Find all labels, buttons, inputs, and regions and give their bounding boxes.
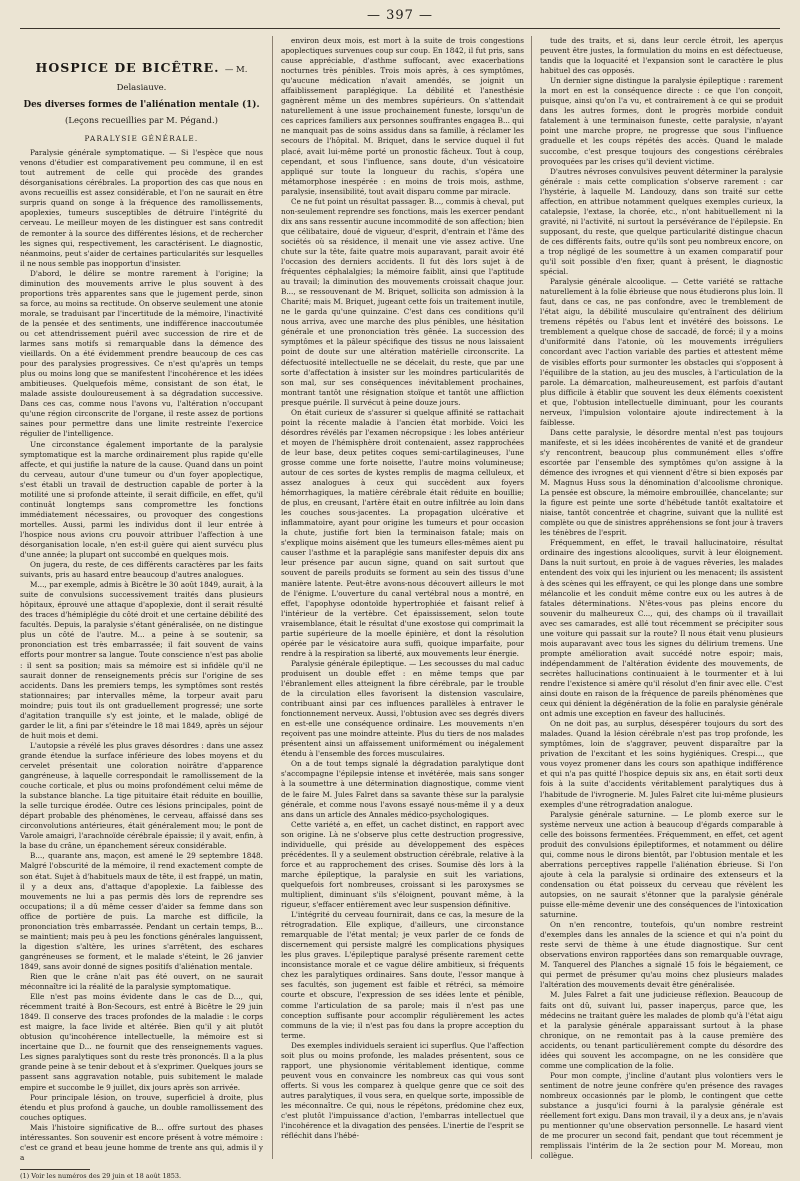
paragraph: Elle n'est pas moins évidente dans le cas de D..., qui, récemment traité à Bon-Secours, est entré à Bicêtre le 29 juin 1849. Il conserve des traces profondes de la maladie : le corps est maigre, la face livide et altérée. Bien qu'il y ait plutôt obtusion qu'incohérence intellectuelle, la mémoire est si incertaine que D... ne fournit que des renseignements vagues. Les signes paralytiques sont du reste très prononcés. Il a la plus grande peine à se tenir debout et à s'exprimer. Quelques jours se passent sans aggravation notable, puis subitement le malade empire et succombe le 9 juillet, dix jours après son arrivée. [20, 992, 263, 1092]
paragraph: L'intégrité du cerveau fournirait, dans ce cas, la mesure de la rétrogradation. Elle explique, d'ailleurs, une circonstance remarquable de l'état mental; je veux parler de ce fonds de discernement qui persiste malgré les complications physiques les plus graves. L'épileptique paralysé présente rarement cette inconsistance morale et ce vague délire ambitieux, si fréquents chez les paralytiques ordinaires. Sans doute, l'essor manque à ses facultés, son jugement est faible et rétréci, sa mémoire courte et obscure, l'expression de ses idées lente et pénible, comme l'articulation de sa parole; mais il n'est pas une conception suffisante pour accomplir régulièrement les actes communs de la vie; il n'est pas fou dans la propre acception du terme. [281, 910, 524, 1040]
column-middle [281, 36, 524, 1163]
paragraph: tude des traits, et si, dans leur cercle étroit, les aperçus peuvent être justes, la formulation du moins en est défectueuse, tandis que la loquacité et l'expansion sont le caractère le plus habituel des cas opposés. [540, 36, 783, 76]
column-left [20, 60, 263, 1180]
paragraph: Paralysie générale alcoolique. — Cette variété se rattache naturellement à la folie ébrieuse que nous étudierons plus loin. Il faut, dans ce cas, ne pas confondre, avec le tremblement de l'état aigu, la débilité musculaire qu'entraînent des délirium tremens répétés ou l'abus lent et invétéré des boissons. Le tremblement a quelque chose de saccadé, de forcé; il y a moins d'uniformité dans l'atonie, où les mouvements irréguliers concordant avec l'action variable des parties et attestent même de visibles efforts pour surmonter les obstacles qui s'opposent à l'équilibre de la station, au jeu des muscles, à l'articulation de la parole. La démarcation, malheureusement, est parfois d'autant plus difficile à établir que souvent les deux éléments coexistent et que, l'obtusion intellectuelle diminuant, pour les courants nerveux, l'impulsion volontaire ajoute indirectement à la faiblesse. [540, 277, 783, 427]
article-heading [20, 60, 263, 96]
paragraph: Dans cette paralysie, le désordre mental n'est pas toujours manifeste, et si les idées incohérentes de vanité et de grandeur s'y rencontrent, beaucoup plus communément elles s'offre escortée par l'ensemble des symptômes qu'on assigne à la démence des ivrognes et qui viennent d'être si bien exposés par M. Magnus Huss sous la dénomination d'alcoolisme chronique. La pensée est obscure, la mémoire embrouillée, chancelante; sur la figure est peinte une sorte d'hébétude tantôt exaltatoire et niaise, tantôt concentrée et chagrine, suivant que la nullité est complète ou que de sinistres appréhensions se font jour à travers les ténèbres de l'esprit. [540, 427, 783, 538]
column-body [20, 148, 263, 1163]
paragraph: M. Jules Falret a fait une judicieuse réflexion. Beaucoup de faits ont dû, suivant lui, passer inaperçus, parce que, les médecins ne traitant guère les malades de plomb qu'à l'état aigu et la paralysie générale apparaissant surtout à la phase chronique, on ne remontait pas à la cause première des accidents, ou tenant particulièrement compte du désordre des idées qui souvent les accompagne, on ne les considère que comme une complication de la folie. [540, 990, 783, 1070]
paragraph: Ce ne fut point un résultat passager. B..., commis à cheval, put non-seulement reprendre ses fonctions, mais les exercer pendant dix ans sans ressentir aucune incommodité de son affection; bien que célibataire, doué de vigueur, d'esprit, d'entrain et l'âme des sociétés où sa résidence, il menait une vie assez active. Une chute sur la tête, faite quatre mois auparavant, parait avoir été l'occasion des derniers accidents. Il fut dès lors sujet à de fréquentes céphalalgies; la mémoire faiblit, ainsi que l'aptitude au travail; la diminution des mouvements croissait chaque jour. B..., se ressouvenant de M. Briquet, sollicita son admission à la Charité; mais M. Briquet, jugeant cette fois un traitement inutile, ne le garda qu'une quinzaine. C'est dans ces conditions qu'il nous arriva, avec une marche des plus pénibles, une hésitation générale et une prononciation très gênée. La succession des symptômes et la pâleur spécifique des tissus ne nous laissaient point de doute sur une altération matérielle circonscrite. La défectuosité intellectuelle ne se décelait, du reste, que par une sorte d'affectation à insister sur les moindres particularités de son mal, sur ses conséquences inévitablement prochaines, montrant tantôt une résignation stoïque et tantôt une affliction presque puérile. Il survécut à peine douze jours. [281, 196, 524, 407]
column-body [281, 36, 524, 1141]
column-right [540, 36, 783, 1163]
page-number: — 397 — [366, 8, 434, 23]
service-chief: — M. Delasiauve. [116, 65, 248, 93]
paragraph: Paralysie générale saturnine. — Le plomb exerce sur le système nerveux une action à beaucoup d'égards comparable à celle des boissons fermentées. Fréquemment, en effet, cet agent produit des convulsions épileptiformes, et notamment ou délire qui, comme nous le dirons bientôt, par l'obtusion mentale et les aberrations perceptives rappelle l'aliénation ébrieuse. Si l'on ajoute à cela la paralysie si ordinaire des extenseurs et la condensation ou état poisseux du cerveau que révèlent les autopsies, on ne saurait s'étonner que la paralysie générale puisse elle-même devenir une des conséquences de l'intoxication saturnine. [540, 809, 783, 920]
column-body [540, 36, 783, 1161]
paragraph: On a de tout temps signalé la dégradation paralytique dont s'accompagne l'épilepsie intense et invétérée, mais sans songer à la soumettre à une détermination diagnostique, comme vient de le faire M. Jules Falret dans sa savante thèse sur la paralysie générale, et comme nous l'avons essayé nous-même il y a deux ans dans un article des Annales médico-psychologiques. [281, 759, 524, 819]
paragraph: Un dernier signe distingue la paralysie épileptique : rarement la mort en est la conséquence directe : ce que l'on conçoit, puisque, ainsi qu'on l'a vu, et contrairement à ce qui se produit dans les autres formes, dont le progrès morbide conduit fatalement à une terminaison funeste, cette paralysie, n'ayant point une marche propre, ne progresse que sous l'influence graduelle et les coups répétés des accès. Quand le malade succombe, c'est presque toujours des congestions cérébrales provoquées par les crises qu'il devient victime. [540, 76, 783, 166]
footnote-rule [20, 1169, 90, 1170]
paragraph: Cette variété a, en effet, un cachet distinct, en rapport avec son origine. Là ne s'observe plus cette destruction progressive, individuelle, qui préside au développement des espèces précédentes. Il y a seulement obstruction cérébrale, relative à la force et au rapprochement des crises. Soumise dès lors à la marche épileptique, la paralysie en suit les variations, quelquefois fort nombreuses, croissant si les paroxysmes se multiplient, diminuant s'ils s'éloignent, pouvant même, à la rigueur, s'effacer entièrement avec leur suspension définitive. [281, 819, 524, 910]
paragraph: Une circonstance également importante de la paralysie symptomatique est la marche ordinairement plus rapide qu'elle affecte, et qui justifie la nature de la cause. Quand dans un point du cerveau, autour d'une tumeur ou d'un foyer apoplectique, s'est établi un travail de destruction capable de porter à la motilité une si profonde atteinte, il serait difficile, en effet, qu'il continuât longtemps sans compromettre les fonctions immédiatement nécessaires, ou provoquer des congestions mortelles. Aussi, parmi les individus dont il leur entrée à l'hospice nous avions cru pouvoir attribuer l'affection à une désorganisation locale, n'en est-il guère qui aient survécu plus d'une année; la plupart ont succombé en quelques mois. [20, 439, 263, 560]
institution-name: HOSPICE DE BICÊTRE. [35, 60, 220, 75]
paragraph: M..., par exemple, admis à Bicêtre le 30 août 1849, aurait, à la suite de convulsions successivement traités dans plusieurs hôpitaux, éprouvé une attaque d'apoplexie, dont il serait résulté des traces d'hémiplégie du côté droit et une certaine débilité des facultés. Depuis, la paralysie s'étant généralisée, on ne distingue plus un côté de l'autre. M... a peine à se soutenir, sa prononciation est très embarrassée; il fait souvent de vains efforts pour montrer sa langue. Toute conscience n'est pas abolie : il sent sa position; mais sa mémoire est si infidèle qu'il ne saurait donner de renseignements précis sur l'origine de ses accidents. Dans les premiers temps, les symptômes sont restés stationnaires; par intervalles même, la torpeur avait paru moindre; puis tout ils ont graduellement progressé; une sorte d'agitation tranquille s'y est jointe, et le malade, obligé de garder le lit, a fini par s'éteindre le 18 mai 1849, après un séjour de huit mois et demi. [20, 580, 263, 740]
course-title: Des diverses formes de l'aliénation mentale (1). [23, 100, 260, 110]
column-divider [272, 36, 273, 1159]
paragraph: On n'en rencontre, toutefois, qu'un nombre restreint d'exemples dans les annales de la science et qui n'a point du reste servi de thème à une étude diagnostique. Sur cent observations environ rapportées dans son remarquable ouvrage, M. Tanquerel des Planches a signalé 15 fois le bégaiement, ce qui permet de présumer qu'au moins chez plusieurs malades l'altération des mouvements devait être généralisée. [540, 920, 783, 990]
paragraph: On ne doit pas, au surplus, désespérer toujours du sort des malades. Quand la lésion cérébrale n'est pas trop profonde, les symptômes, loin de s'aggraver, peuvent disparaître par la privation de l'excitant et les soins hygiéniques. Crespi..., que vous voyez promener dans les cours son apathique indifférence et qui n'a pas quitté l'hospice depuis six ans, en était sorti deux fois à la suite d'accidents véritablement paralytiques dus à l'habitude de l'ivrognerie. M. Jules Falret cite lui-même plusieurs exemples d'une rétrogradation analogue. [540, 719, 783, 809]
paragraph: L'autopsie a révélé les plus graves désordres : dans une assez grande étendue la surface inférieure des lobes moyens et du cervelet présentait une coloration noirâtre d'apparence gangréneuse, à laquelle correspondait le ramollissement de la couche corticale, et plus ou moins profondément celui même de la substance blanche. La tige pituitaire était réduite en bouillie, la selle turcique érodée. Outre ces lésions principales, point de départ probable des phénomènes, le cerveau, affaissé dans ses circonvolutions antérieures, était généralement mou; le pont de Varole amaigri, l'arachnoïde cérébrale épaissie; il y avait, enfin, à la base du crâne, un épanchement séreux considérable. [20, 740, 263, 851]
paragraph: Des exemples individuels seraient ici superflus. Que l'affection soit plus ou moins profonde, les malades présentent, sous ce rapport, une physionomie véritablement identique, comme peuvent vous en convaincre les nombreux cas qui vous sont offerts. Si vous les comparez à quelque genre que ce soit des autres paralytiques, il vous sera, en quelque sorte, impossible de les méconnaître. Ce qui, nous le répétons, prédomine chez eux, c'est plutôt l'impuissance d'action, l'embarras intellectuel que l'incohérence et la divagation des pensées. L'inertie de l'esprit se réfléchit dans l'hébé- [281, 1040, 524, 1141]
paragraph: Rien que le crâne n'ait pas été ouvert, on ne saurait méconnaître ici la réalité de la paralysie symptomatique. [20, 971, 263, 992]
section-title: PARALYSIE GÉNÉRALE. [84, 134, 199, 144]
paragraph: D'autres névroses convulsives peuvent déterminer la paralysie générale : mais cette complication s'observe rarement : car l'hystérie, à laquelle M. Landouzy, dans son traité sur cette affection, en attribue notamment quelques exemples curieux, la catalepsie, l'extase, la chorée, etc., n'ont habituellement ni la gravité, ni l'activité, ni surtout la persévérance de l'épilepsie. En supposant, du reste, que quelque particularité distingue chacun de ces différents faits, outre qu'ils sont peu nombreux encore, on a trop négligé de les soumettre à un examen comparatif pour qu'il soit possible d'en fixer, quant à présent, le diagnostic spécial. [540, 166, 783, 277]
paragraph: Pour principale lésion, on trouve, superficiel à droite, plus étendu et plus profond à gauche, un double ramollissement des couches optiques. [20, 1092, 263, 1122]
paragraph: Mais l'histoire significative de B... offre surtout des phases intéressantes. Son souvenir est encore présent à votre mémoire : c'est ce grand et beau jeune homme de trente ans qui, admis il y a [20, 1122, 263, 1162]
paragraph: Paralysie générale épileptique. — Les secousses du mal caduc produisent un double effet : en même temps que par l'ébranlement elles atteignent la fibre cérébrale, par le trouble de la circulation elles favorisent la distension vasculaire, contribuant ainsi par ces influences parallèles à entraver le fonctionnement nerveux. Aussi, l'obtusion avec ses degrés divers en est-elle une conséquence ordinaire. Les mouvements n'en reçoivent pas une moindre atteinte. Plus du tiers de nos malades présentent ainsi un affaissement uniformément ou inégalement étendu à l'ensemble des forces musculaires. [281, 658, 524, 759]
paragraph: Paralysie générale symptomatique. — Si l'espèce que nous venons d'étudier est comparativement peu commune, il en est tout autrement de celle qui procède des grandes désorganisations cérébrales. La proportion des cas que nous en avons recueillis est assez considérable, et l'on ne saurait en être surpris quand on songe à la fréquence des ramollissements, apoplexies, tumeurs susceptibles de détruire l'intégrité du cerveau. Le meilleur moyen de les distinguer est sans contredit de remonter à la source des différentes lésions, et de rechercher les signes qui, respectivement, les caractérisent. Le diagnostic, néanmoins, peut s'aider de certaines particularités sur lesquelles il ne nous semble pas inopportun d'insister. [20, 148, 263, 268]
paragraph: environ deux mois, est mort à la suite de trois congestions apoplectiques survenues coup sur coup. En 1842, il fut pris, sans cause appréciable, d'asthme suffocant, avec exacerbations nocturnes très pénibles. Trois mois après, à ces symptômes, qu'aucune médication n'avait amendés, se joignit un affaiblissement paraplégique. La débilité et l'anesthésie gagnèrent même un des membres supérieurs. On s'attendait naturellement à une issue prochainement funeste, lorsqu'un de ces caprices familiers aux personnes souffrantes engagea B... qui ne manquait pas de soins assidus dans sa famille, à réclamer les secours de l'hôpital. M. Briquet, dans le service duquel il fut placé, avait lui-même porté un pronostic fâcheux. Tout à coup, cependant, et sous l'influence, sans doute, d'un vésicatoire appliqué sur toute la longueur du rachis, s'opéra une métamorphose inespérée : en moins de trois mois, asthme, paralysie, insensibilité, tout avait disparu comme par miracle. [281, 36, 524, 196]
paragraph: On était curieux de s'assurer si quelque affinité se rattachait point la récente maladie à l'ancien état morbide. Voici les désordres révélés par l'examen nécropsique : les lobes antérieur et moyen de l'hémisphère droit contenaient, assez rapprochées de leur base, deux petites coques semi-cartilagineuses, l'une grosse comme une forte noisette, l'autre moins volumineuse; autour de ces sortes de kystes remplis de magma celluleux, et assez analogues à ceux qui succèdent aux foyers hémorrhagiques, la matière cérébrale était réduite en bouillie; de plus, en creusant, l'artère était en outre infiltrée au loin dans les couches sous-jacentes. La propagation ulcérative et inflammatoire, ayant pour origine les tumeurs et pour occasion la chute, justifie fort bien la terminaison fatale; mais on s'explique moins aisément que les tumeurs elles-mêmes aient pu causer l'asthme et la paraplégie sans manifester depuis dix ans leur présence par aucun signe, quand on sait surtout que souvent de pareils produits se forment au sein des tissus d'une manière latente. Peut-être avons-nous découvert ailleurs le mot de l'énigme. L'ouverture du canal vertébral nous a montré, en effet, l'apophyse odontoïde hypertrophiée et faisant relief à l'intérieur de la vertèbre. Cet épaississement, selon toute vraisemblance, était le résultat d'une exostose qui comprimait la partie supérieure de la moelle épinière, et dont la résolution opérée par le vésicatoire aura suffi, quoique imparfaite, pour rendre à la respiration sa liberté, aux mouvements leur énergie. [281, 407, 524, 658]
paragraph: On jugera, du reste, de ces différents caractères par les faits suivants, pris au hasard entre beaucoup d'autres analogues. [20, 560, 263, 580]
paragraph: Fréquemment, en effet, le travail hallucinatoire, résultat ordinaire des ingestions alcooliques, survit à leur éloignement. Dans la nuit surtout, en proie à de vagues rêveries, les malades entendent des voix qui les injurient ou les menacent; ils assistent à des scènes qui les effrayent, ce qui les plonge dans une sombre mélancolie et les conduit même contre eux ou les autres à de fatales déterminations. N'êtes-vous pas pleins encore du souvenir du malheureux C..., qui, des champs où il travaillait avec ses camarades, est allé tout récemment se précipiter sous une voiture qui passait sur la route? Il nous était venu plusieurs mois auparavant avec tous les signes du délirium tremens. Une prompte amélioration avait succédé notre espoir; mais, indépendamment de l'altération évidente des mouvements, de secrètes hallucinations continuaient à le tourmenter et à lui rendre l'existence si amère qu'il résolut d'en finir avec elle. C'est ainsi doute en raison de la fréquence de pareils phénomènes que ceux qui dénient la dégénération de la folie en paralysie générale ont admis une exception en faveur des hallucinés. [540, 538, 783, 719]
paragraph: D'abord, le délire se montre rarement à l'origine; la diminution des mouvements arrive le plus souvent à des proportions très apparentes sans que le jugement perde, sinon sa force, au moins sa rectitude. On observe seulement une atonie morale, se traduisant par l'incertitude de la mémoire, l'inactivité de la pensée et des sentiments, une indifférence inaccoutumée ou cet attendrissement puéril avec succession de rire et de larmes sans motifs si remarquable dans la démence des vieillards. On a été évidemment prendre beaucoup de ces cas pour des paralysies progressives. Ce n'est qu'après un temps plus ou moins long que se manifestent l'incohérence et les idées ambitieuses. Quelquefois même, consistant de son état, le malade assiste douloureusement à sa dégradation successive. Dans ces cas, comme nous l'avons vu, l'altération n'occupant qu'une région circonscrite de l'organe, il reste assez de portions saines pour permettre dans une limite restreinte l'exercice régulier de l'intelligence. [20, 268, 263, 439]
header-rule [20, 28, 780, 29]
column-divider [531, 36, 532, 1159]
paragraph: B..., quarante ans, maçon, est amené le 29 septembre 1848. Malgré l'obscurité de la mémoire, il rend exactement compte de son état. Sujet à d'habituels maux de tête, il est frappé, un matin, il y a deux ans, d'attaque d'apoplexie. La faiblesse des mouvements ne lui a pas permis dès lors de reprendre ses occupations; il a dû même cesser d'aider sa femme dans son office de portière de puis. La marche est difficile, la prononciation très embarrassée. Pendant un certain temps, B... se maintient; mais peu à peu les fonctions générales languissent, la digestion s'altère, les urines s'arrêtent, des eschares gangréneuses se forment, et le malade s'éteint, le 26 janvier 1849, sans avoir donné de signes positifs d'aliénation mentale. [20, 851, 263, 971]
lecture-note: (Leçons recueillies par M. Pégand.) [65, 116, 218, 127]
footnote: (1) Voir les numéros des 29 juin et 18 août 1853. [20, 1171, 182, 1180]
paragraph: Pour mon compte, j'incline d'autant plus volontiers vers le sentiment de notre jeune confrère qu'en présence des ravages nombreux occasionnés par le plomb, le contingent que cette substance a jusqu'ici fourni à la paralysie générale est réellement fort exigu. Dans mon travail, il y a deux ans, je n'avais pu mentionner qu'une observation personnelle. Le hasard vient de me procurer un second fait, pendant que tout récemment je remplissais l'intérim de la 2e section pour M. Moreau, mon collègue. [540, 1070, 783, 1161]
